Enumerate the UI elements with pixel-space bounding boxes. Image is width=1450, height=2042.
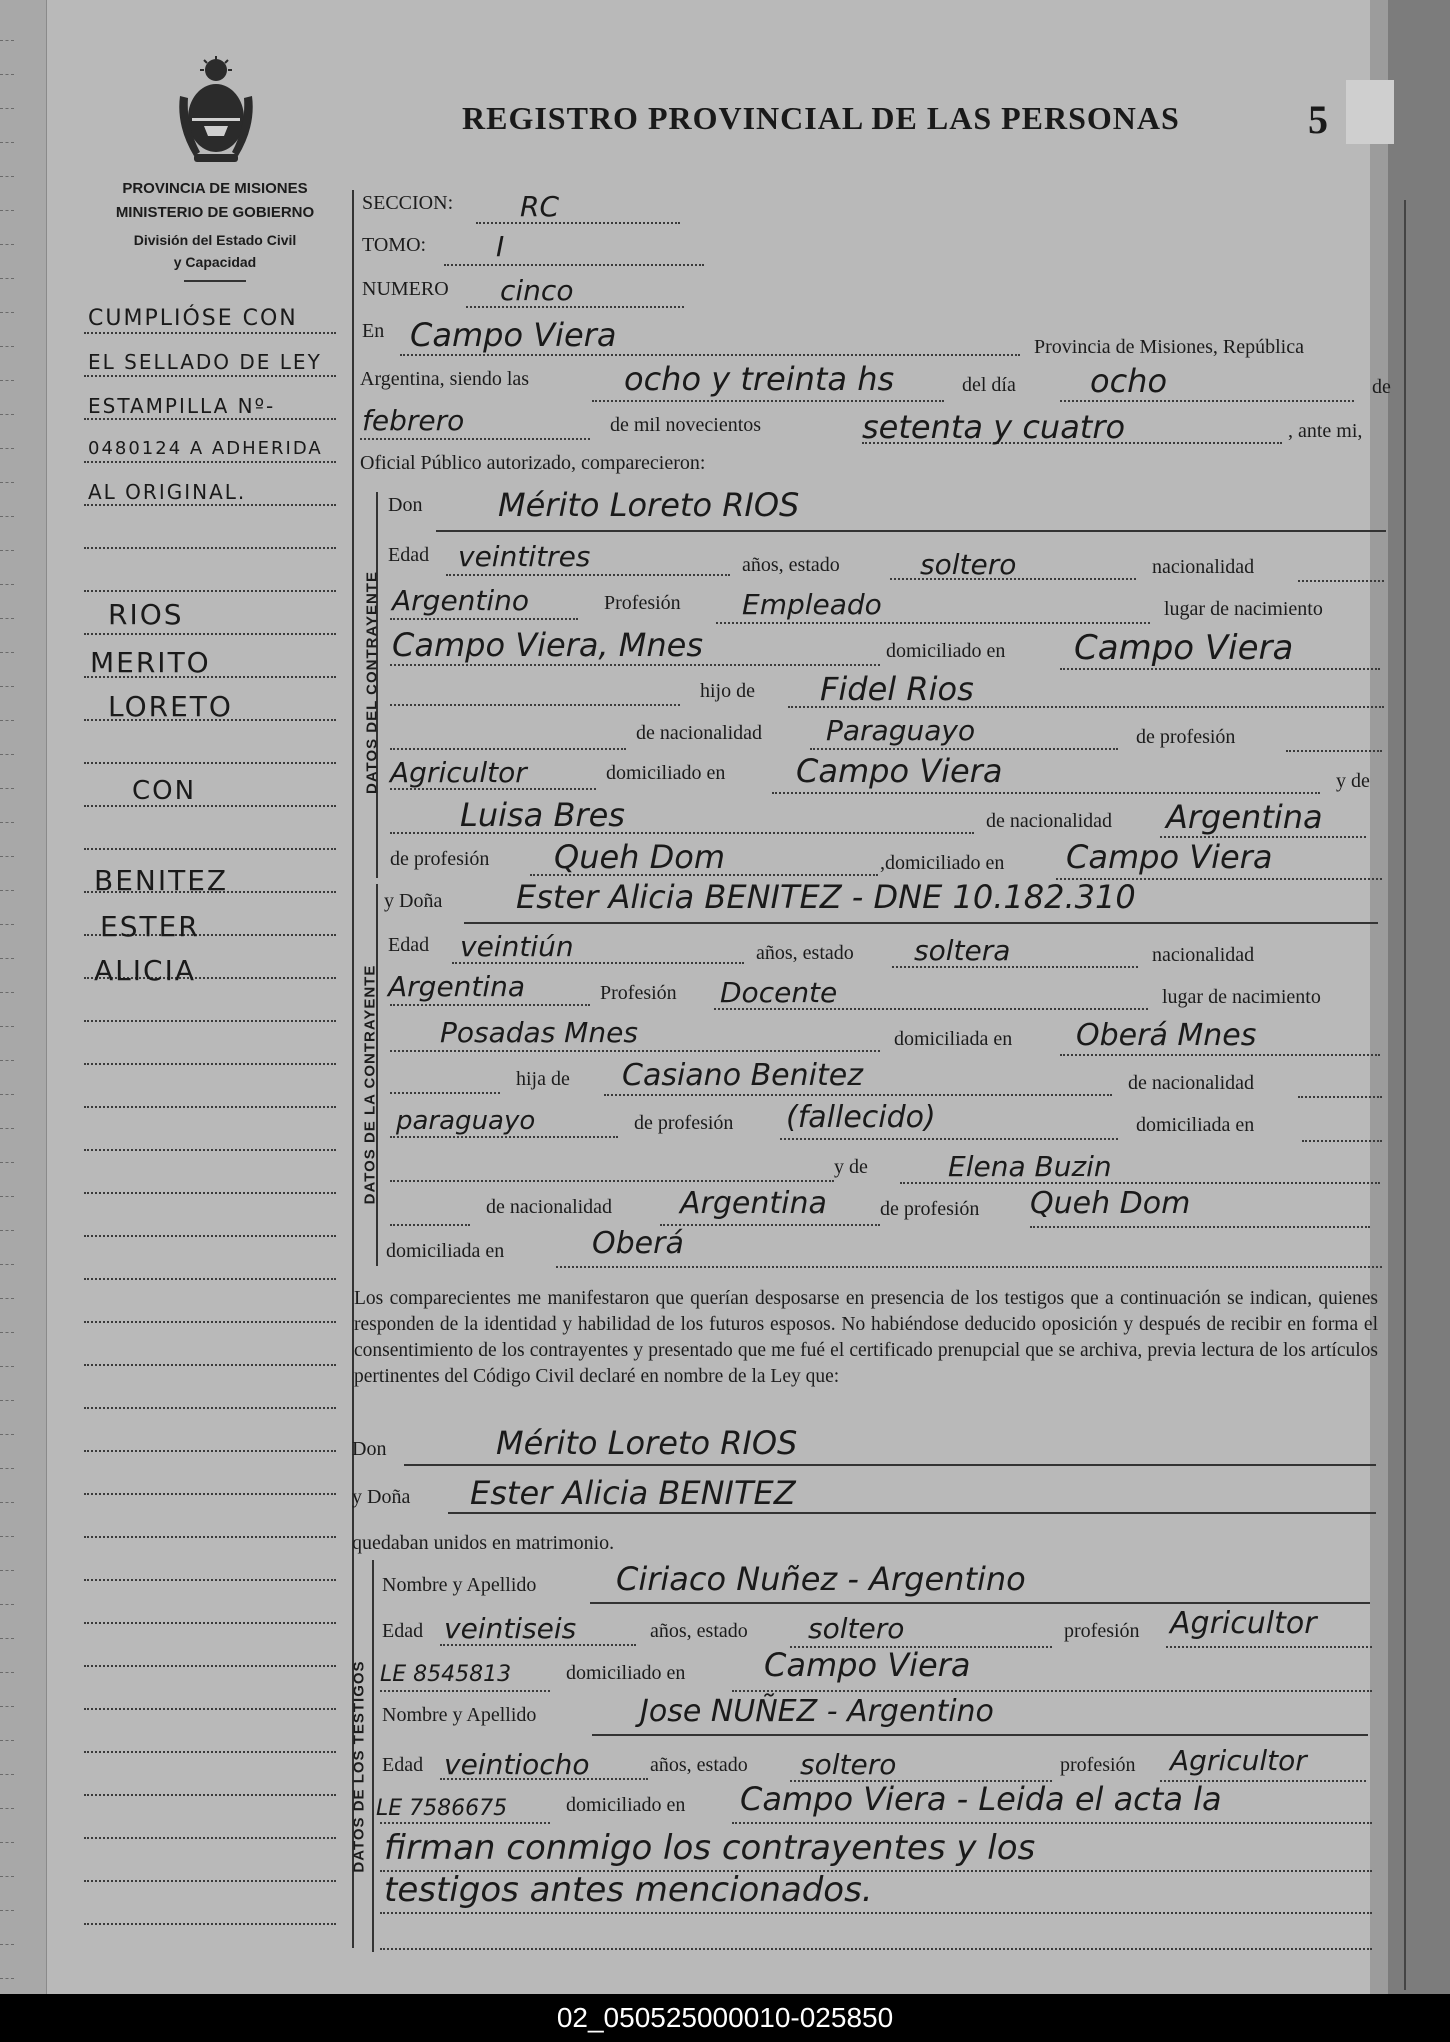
scan-id-footer: 02_050525000010-025850 (0, 1994, 1450, 2042)
binding-tick (0, 1264, 14, 1265)
dia-value: ocho (1090, 362, 1168, 400)
t2-nombre: Jose NUÑEZ - Argentino (640, 1694, 994, 1729)
binding-tick (0, 1740, 14, 1741)
binding-tick (0, 1536, 14, 1537)
contrayente-name: Mérito Loreto RIOS (498, 486, 800, 524)
margin-ruled-line (84, 848, 336, 850)
t1-edad-label: Edad (382, 1620, 424, 1642)
page-title: REGISTRO PROVINCIAL DE LAS PERSONAS (462, 100, 1180, 136)
binding-tick (0, 1706, 14, 1707)
binding-tick (0, 1434, 14, 1435)
t1-anios-label: años, estado (650, 1620, 748, 1642)
margin-ruled-line (84, 762, 336, 764)
binding-tick (0, 244, 14, 245)
t1-documento: LE 8545813 (380, 1662, 512, 1687)
binding-tick (0, 856, 14, 857)
t2-prof-label: profesión (1060, 1754, 1136, 1776)
seccion-label: SECCION: (362, 192, 454, 214)
contrayenta-nacionalidad: Argentina (388, 970, 526, 1003)
binding-tick (0, 414, 14, 415)
binding-tick (0, 1910, 14, 1911)
hija-de-label: hija de (516, 1068, 570, 1090)
decl-closing: quedaban unidos en matrimonio. (352, 1532, 615, 1554)
argentina-text: Argentina, siendo las (360, 368, 530, 390)
provincia-text: Provincia de Misiones, República (1034, 336, 1304, 358)
declaration-paragraph: Los comparecientes me manifestaron que querían desposarse en presencia de los testigos que a continuación se indican, quienes responden de la identidad y habilidad de los futuros esposos. No habiéndose deducido oposición y después de recibir en forma el consentimiento de los contrayentes y presentado que me fué el certificado prenupcial que se archiva, previa lectura de los artículos pertinentes del Código Civil declaré en nombre de la Ley que: (354, 1288, 1378, 1387)
madre-domiciliada-label: domiciliada en (386, 1240, 505, 1262)
margin-name-line: ESTER (100, 910, 200, 943)
contrayente-lugar: Campo Viera, Mnes (392, 626, 704, 664)
binding-tick (0, 720, 14, 721)
margin-ruled-line (84, 332, 336, 334)
margin-note-line: 0480124 A ADHERIDA (88, 438, 323, 459)
madre-nacionalidad: Argentina (1166, 798, 1323, 836)
seccion-value: RC (520, 190, 560, 223)
contrayente-padre: Fidel Rios (820, 670, 974, 708)
binding-tick (0, 1400, 14, 1401)
lugar-nacimiento-label: lugar de nacimiento (1164, 598, 1323, 620)
margin-note-line: ESTAMPILLA Nº- (88, 394, 276, 418)
anios-estado-label: años, estado (742, 554, 840, 576)
binding-tick (0, 1298, 14, 1299)
margin-ruled-line (84, 805, 336, 807)
y-de-label: y de (1336, 770, 1370, 792)
margin-ruled-line (84, 1665, 336, 1667)
margin-name-line: ALICIA (94, 954, 196, 987)
t1-dom-label: domiciliado en (566, 1662, 686, 1684)
t2-profesion: Agricultor (1170, 1744, 1307, 1777)
contrayente-domicilio: Campo Viera (1074, 628, 1294, 668)
binding-tick (0, 924, 14, 925)
t2-dom-label: domiciliado en (566, 1794, 686, 1816)
binding-tick (0, 618, 14, 619)
margin-ruled-line (84, 1063, 336, 1065)
margin-name-line: CON (132, 776, 197, 806)
margin-name-line: BENITEZ (94, 864, 229, 897)
margin-ruled-line (84, 1794, 336, 1796)
binding-tick (0, 1230, 14, 1231)
binding-tick (0, 312, 14, 313)
binding-tick (0, 1638, 14, 1639)
contrayenta-section-label: DATOS DE LA CONTRAYENTE (361, 964, 379, 1205)
binding-tick (0, 516, 14, 517)
binding-tick (0, 1672, 14, 1673)
de-nacionalidad-label: de nacionalidad (636, 722, 763, 744)
testigos-continuation-2: testigos antes mencionados. (384, 1870, 873, 1910)
numero-label: NUMERO (362, 278, 449, 300)
testigos-section-label: DATOS DE LOS TESTIGOS (350, 1660, 368, 1873)
ministry-name: MINISTERIO DE GOBIERNO (115, 204, 315, 221)
form-right-border (1404, 200, 1406, 1990)
binding-tick (0, 1060, 14, 1061)
t2-edad: veintiocho (444, 1748, 590, 1781)
margin-ruled-line (84, 1450, 336, 1452)
hora-value: ocho y treinta hs (624, 360, 895, 398)
domiciliado-label: domiciliado en (886, 640, 1006, 662)
t2-domicilio: Campo Viera - Leida el acta la (740, 1780, 1222, 1818)
binding-tick (0, 1774, 14, 1775)
t1-profesion: Agricultor (1170, 1606, 1317, 1641)
binding-tick (0, 1026, 14, 1027)
t1-domicilio: Campo Viera (764, 1646, 971, 1684)
decl-don-name: Mérito Loreto RIOS (496, 1424, 798, 1462)
madre-profesion: Queh Dom (554, 838, 725, 876)
margin-ruled-line (84, 1192, 336, 1194)
de-profesion-label: de profesión (1136, 726, 1236, 748)
page-number: 5 (1308, 97, 1328, 142)
margin-note-line: CUMPLIÓSE CON (88, 306, 298, 331)
contrayenta-madre-domicilio: Oberá (592, 1226, 684, 1261)
binding-tick (0, 40, 14, 41)
contrayenta-padre: Casiano Benitez (622, 1058, 863, 1093)
binding-tick (0, 652, 14, 653)
padre-nacionalidad: Paraguayo (826, 714, 976, 747)
margin-ruled-line (84, 633, 336, 635)
madre-nacionalidad-label-2: de nacionalidad (486, 1196, 613, 1218)
margin-ruled-line (84, 504, 336, 506)
dona-label: y Doña (384, 890, 443, 912)
don-label: Don (388, 494, 423, 516)
anios-estado-label-2: años, estado (756, 942, 854, 964)
decl-dona-label: y Doña (352, 1486, 411, 1508)
padre-domicilio: Campo Viera (796, 752, 1003, 790)
margin-ruled-line (84, 461, 336, 463)
margin-ruled-line (84, 418, 336, 420)
ante-mi-label: , ante mi, (1288, 420, 1363, 442)
tomo-label: TOMO: (362, 234, 427, 256)
binding-tick (0, 1808, 14, 1809)
oficial-text: Oficial Público autorizado, comparecieron: (360, 452, 706, 474)
division-subname: y Capacidad (173, 254, 257, 270)
binding-tick (0, 822, 14, 823)
t1-prof-label: profesión (1064, 1620, 1140, 1642)
padre-profesion: Agricultor (390, 756, 527, 789)
madre-domiciliado-label: ,domiciliado en (880, 852, 1005, 874)
contrayenta-padre-profesion: (fallecido) (786, 1100, 936, 1135)
binding-tick (0, 992, 14, 993)
margin-ruled-line (84, 1837, 336, 1839)
binding-tick (0, 380, 14, 381)
contrayente-estado: soltero (920, 548, 1017, 581)
adjacent-page-edge (1388, 0, 1450, 1994)
en-label: En (362, 320, 385, 342)
contrayente-madre: Luisa Bres (460, 796, 625, 834)
testigos-continuation-1: firman conmigo los contrayentes y los (384, 1828, 1036, 1868)
margin-ruled-line (84, 1106, 336, 1108)
t1-edad: veintiseis (444, 1612, 577, 1645)
hijo-de-label: hijo de (700, 680, 755, 702)
decl-don-label: Don (352, 1438, 387, 1460)
margin-ruled-line (84, 590, 336, 592)
t1-nombre-label: Nombre y Apellido (382, 1574, 537, 1596)
margin-ruled-line (84, 547, 336, 549)
anio-value: setenta y cuatro (862, 408, 1126, 446)
margin-name-line: MERITO (90, 646, 211, 679)
margin-ruled-line (84, 1751, 336, 1753)
contrayenta-madre-nacionalidad: Argentina (680, 1186, 827, 1221)
margin-ruled-line (84, 1149, 336, 1151)
binding-tick (0, 1876, 14, 1877)
margin-ruled-line (84, 1278, 336, 1280)
contrayente-section-label: DATOS DEL CONTRAYENTE (363, 571, 381, 794)
en-value: Campo Viera (410, 316, 617, 354)
binding-tick (0, 108, 14, 109)
coat-of-arms-emblem (174, 56, 258, 168)
binding-edge (0, 0, 47, 1994)
divider (184, 280, 246, 282)
margin-ruled-line (84, 1579, 336, 1581)
margin-ruled-line (84, 1708, 336, 1710)
margin-ruled-line (84, 1020, 336, 1022)
contrayenta-edad: veintiún (460, 930, 574, 963)
binding-tick (0, 1468, 14, 1469)
del-dia-label: del día (962, 374, 1016, 396)
decl-dona-name: Ester Alicia BENITEZ (470, 1474, 796, 1512)
margin-ruled-line (84, 375, 336, 377)
numero-value: cinco (500, 274, 574, 307)
margin-ruled-line (84, 1923, 336, 1925)
y-de-label-2: y de (834, 1156, 868, 1178)
edad-label-2: Edad (388, 934, 430, 956)
testigos-bracket (372, 1560, 374, 1952)
margin-ruled-line (84, 1321, 336, 1323)
binding-tick (0, 890, 14, 891)
binding-tick (0, 142, 14, 143)
de-nacionalidad-label-2: de nacionalidad (1128, 1072, 1255, 1094)
contrayenta-padre-nacionalidad: paraguayo (396, 1106, 536, 1136)
binding-tick (0, 1944, 14, 1945)
margin-ruled-line (84, 1493, 336, 1495)
margin-ruled-line (84, 1364, 336, 1366)
margin-ruled-line (84, 1622, 336, 1624)
binding-tick (0, 1162, 14, 1163)
t2-estado: soltero (800, 1748, 897, 1781)
province-name: PROVINCIA DE MISIONES (122, 180, 308, 197)
binding-tick (0, 74, 14, 75)
binding-tick (0, 346, 14, 347)
edad-label: Edad (388, 544, 430, 566)
contrayenta-domicilio: Oberá Mnes (1076, 1018, 1257, 1053)
domiciliada-label: domiciliada en (894, 1028, 1013, 1050)
profesion-label-2: Profesión (600, 982, 677, 1004)
binding-tick (0, 1366, 14, 1367)
contrayente-edad: veintitres (458, 540, 591, 573)
t2-anios-label: años, estado (650, 1754, 748, 1776)
t1-estado: soltero (808, 1612, 905, 1645)
padre-domiciliada-label: domiciliada en (1136, 1114, 1255, 1136)
page-tab (1346, 80, 1394, 144)
binding-tick (0, 686, 14, 687)
madre-nacionalidad-label: de nacionalidad (986, 810, 1113, 832)
madre-domicilio: Campo Viera (1066, 838, 1273, 876)
nacionalidad-label: nacionalidad (1152, 556, 1255, 578)
contrayenta-name: Ester Alicia BENITEZ - DNE 10.182.310 (516, 878, 1136, 916)
binding-tick (0, 584, 14, 585)
t2-documento: LE 7586675 (376, 1796, 508, 1821)
contrayenta-madre-profesion: Queh Dom (1030, 1186, 1191, 1221)
madre-profesion-label: de profesión (390, 848, 490, 870)
binding-tick (0, 788, 14, 789)
tomo-value: I (496, 230, 505, 263)
contrayenta-lugar: Posadas Mnes (440, 1016, 638, 1049)
contrayente-profesion: Empleado (742, 588, 882, 621)
contrayente-nacionalidad: Argentino (392, 584, 530, 617)
binding-tick (0, 448, 14, 449)
t2-edad-label: Edad (382, 1754, 424, 1776)
margin-name-line: RIOS (108, 598, 184, 631)
binding-tick (0, 1128, 14, 1129)
binding-tick (0, 1570, 14, 1571)
division-name: División del Estado Civil (133, 232, 297, 248)
binding-tick (0, 210, 14, 211)
profesion-label: Profesión (604, 592, 681, 614)
binding-tick (0, 176, 14, 177)
binding-tick (0, 1332, 14, 1333)
binding-tick (0, 754, 14, 755)
mes-value: febrero (362, 404, 465, 437)
nacionalidad-label-2: nacionalidad (1152, 944, 1255, 966)
binding-tick (0, 1978, 14, 1979)
binding-tick (0, 1604, 14, 1605)
binding-tick (0, 1094, 14, 1095)
binding-tick (0, 482, 14, 483)
margin-ruled-line (84, 1880, 336, 1882)
de-profesion-label-2: de profesión (634, 1112, 734, 1134)
madre-profesion-label-2: de profesión (880, 1198, 980, 1220)
padre-domiciliado-label: domiciliado en (606, 762, 726, 784)
contrayenta-madre: Elena Buzin (948, 1150, 1112, 1183)
binding-tick (0, 1196, 14, 1197)
binding-tick (0, 1842, 14, 1843)
t2-nombre-label: Nombre y Apellido (382, 1704, 537, 1726)
binding-tick (0, 958, 14, 959)
binding-tick (0, 1502, 14, 1503)
margin-ruled-line (84, 1536, 336, 1538)
t1-nombre: Ciriaco Nuñez - Argentino (616, 1560, 1026, 1598)
contrayenta-profesion: Docente (720, 976, 838, 1009)
margin-ruled-line (84, 1407, 336, 1409)
margin-ruled-line (84, 1235, 336, 1237)
page-edge-shadow (1370, 0, 1388, 1994)
contrayenta-estado: soltera (914, 934, 1011, 967)
margin-name-line: LORETO (108, 690, 233, 723)
de-label: de (1372, 376, 1391, 398)
lugar-nacimiento-label-2: lugar de nacimiento (1162, 986, 1321, 1008)
margin-note-line: EL SELLADO DE LEY (88, 350, 322, 374)
margin-note-line: AL ORIGINAL. (88, 480, 247, 504)
de-mil-label: de mil novecientos (610, 414, 762, 436)
binding-tick (0, 550, 14, 551)
binding-tick (0, 278, 14, 279)
